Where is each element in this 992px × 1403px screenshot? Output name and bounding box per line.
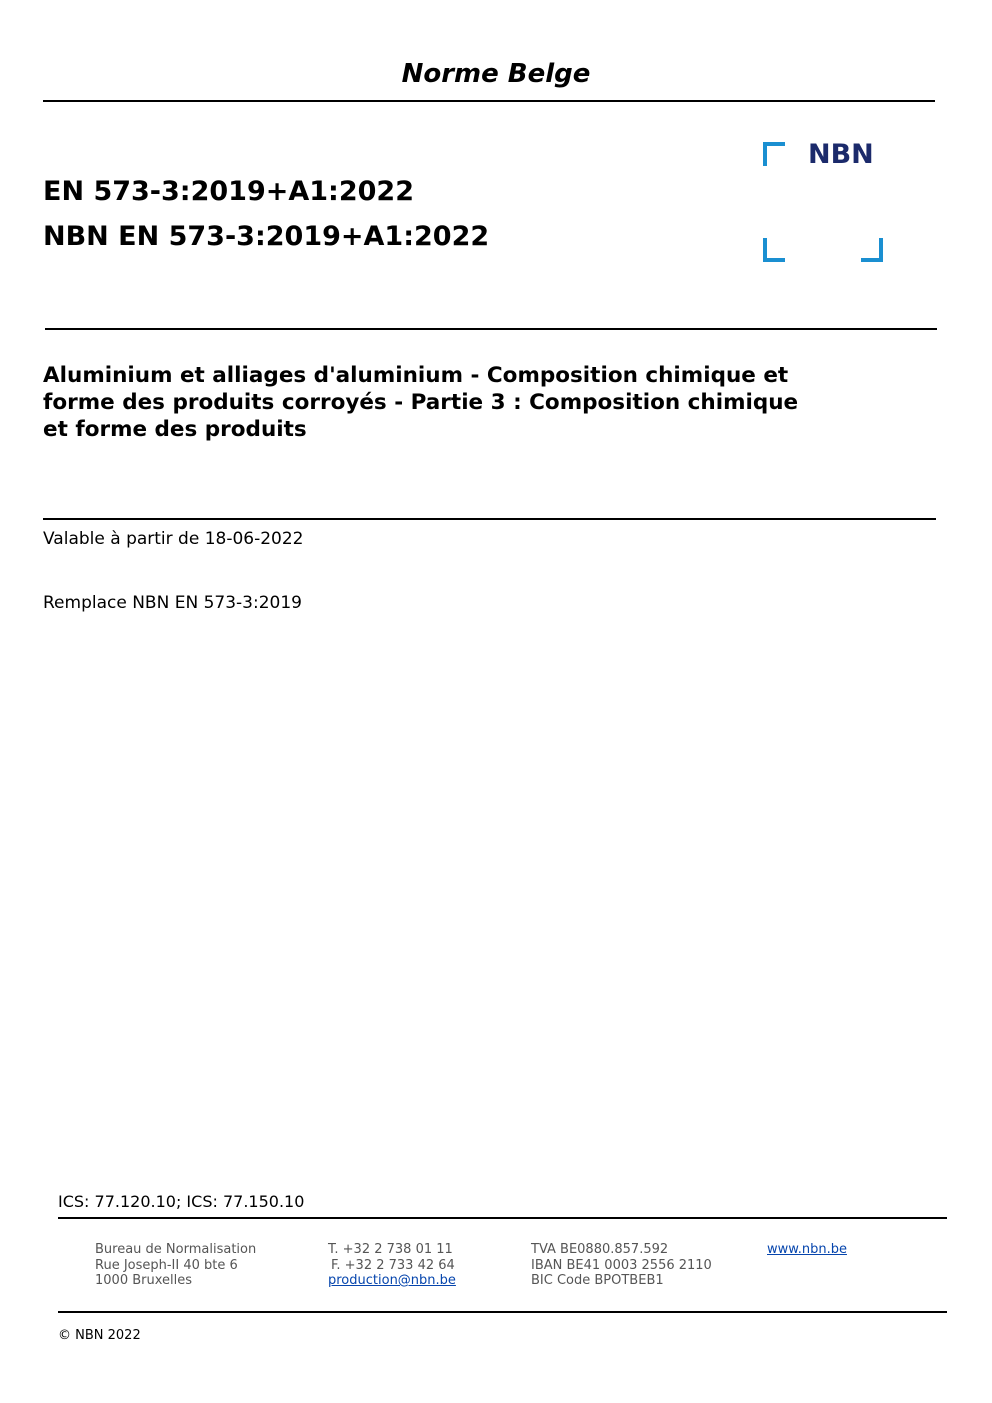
document-title-line: forme des produits corroyés - Partie 3 : Composition chimique	[43, 390, 799, 415]
footer-address-line: Bureau de Normalisation	[95, 1242, 257, 1257]
document-title-line: et forme des produits	[43, 417, 307, 442]
valid-from-text: Valable à partir de 18-06-2022	[43, 529, 304, 549]
page-header-title: Norme Belge	[401, 59, 591, 89]
logo-corner-top-left-icon	[763, 142, 785, 166]
footer-divider-top	[58, 1217, 947, 1219]
footer-address	[95, 1242, 256, 1289]
title-divider-top	[45, 328, 937, 330]
header-divider	[43, 100, 935, 102]
footer-bank-line: IBAN BE41 0003 2556 2110	[531, 1257, 712, 1273]
footer-website-link[interactable]: www.nbn.be	[767, 1242, 847, 1257]
footer-contact	[328, 1242, 456, 1289]
replaces-text: Remplace NBN EN 573-3:2019	[43, 593, 302, 613]
logo-corner-bottom-left-icon	[763, 238, 785, 262]
footer-email-link[interactable]: production@nbn.be	[328, 1273, 456, 1288]
document-title-line: Aluminium et alliages d'aluminium - Composition chimique et	[43, 363, 789, 388]
nbn-logo	[760, 140, 888, 266]
footer-fax: F. +32 2 733 42 64	[331, 1257, 455, 1273]
ics-codes: ICS: 77.120.10; ICS: 77.150.10	[58, 1192, 305, 1211]
footer-divider-bottom	[58, 1311, 947, 1313]
footer-bank-line: BIC Code BPOTBEB1	[531, 1273, 664, 1288]
copyright-text: © NBN 2022	[58, 1328, 141, 1343]
standard-code-en: EN 573-3:2019+A1:2022	[43, 176, 414, 207]
footer-bank	[531, 1242, 712, 1289]
logo-text: NBN	[808, 139, 874, 170]
footer-address-line: Rue Joseph-II 40 bte 6	[95, 1257, 238, 1273]
footer-bank-line: TVA BE0880.857.592	[531, 1242, 669, 1257]
footer-phone: T. +32 2 738 01 11	[328, 1242, 453, 1257]
footer-address-line: 1000 Bruxelles	[95, 1273, 193, 1288]
footer-website	[767, 1242, 847, 1258]
standard-code-nbn: NBN EN 573-3:2019+A1:2022	[43, 221, 490, 252]
title-divider-bottom	[43, 518, 936, 520]
document-title	[43, 362, 903, 443]
logo-corner-bottom-right-icon	[861, 238, 883, 262]
